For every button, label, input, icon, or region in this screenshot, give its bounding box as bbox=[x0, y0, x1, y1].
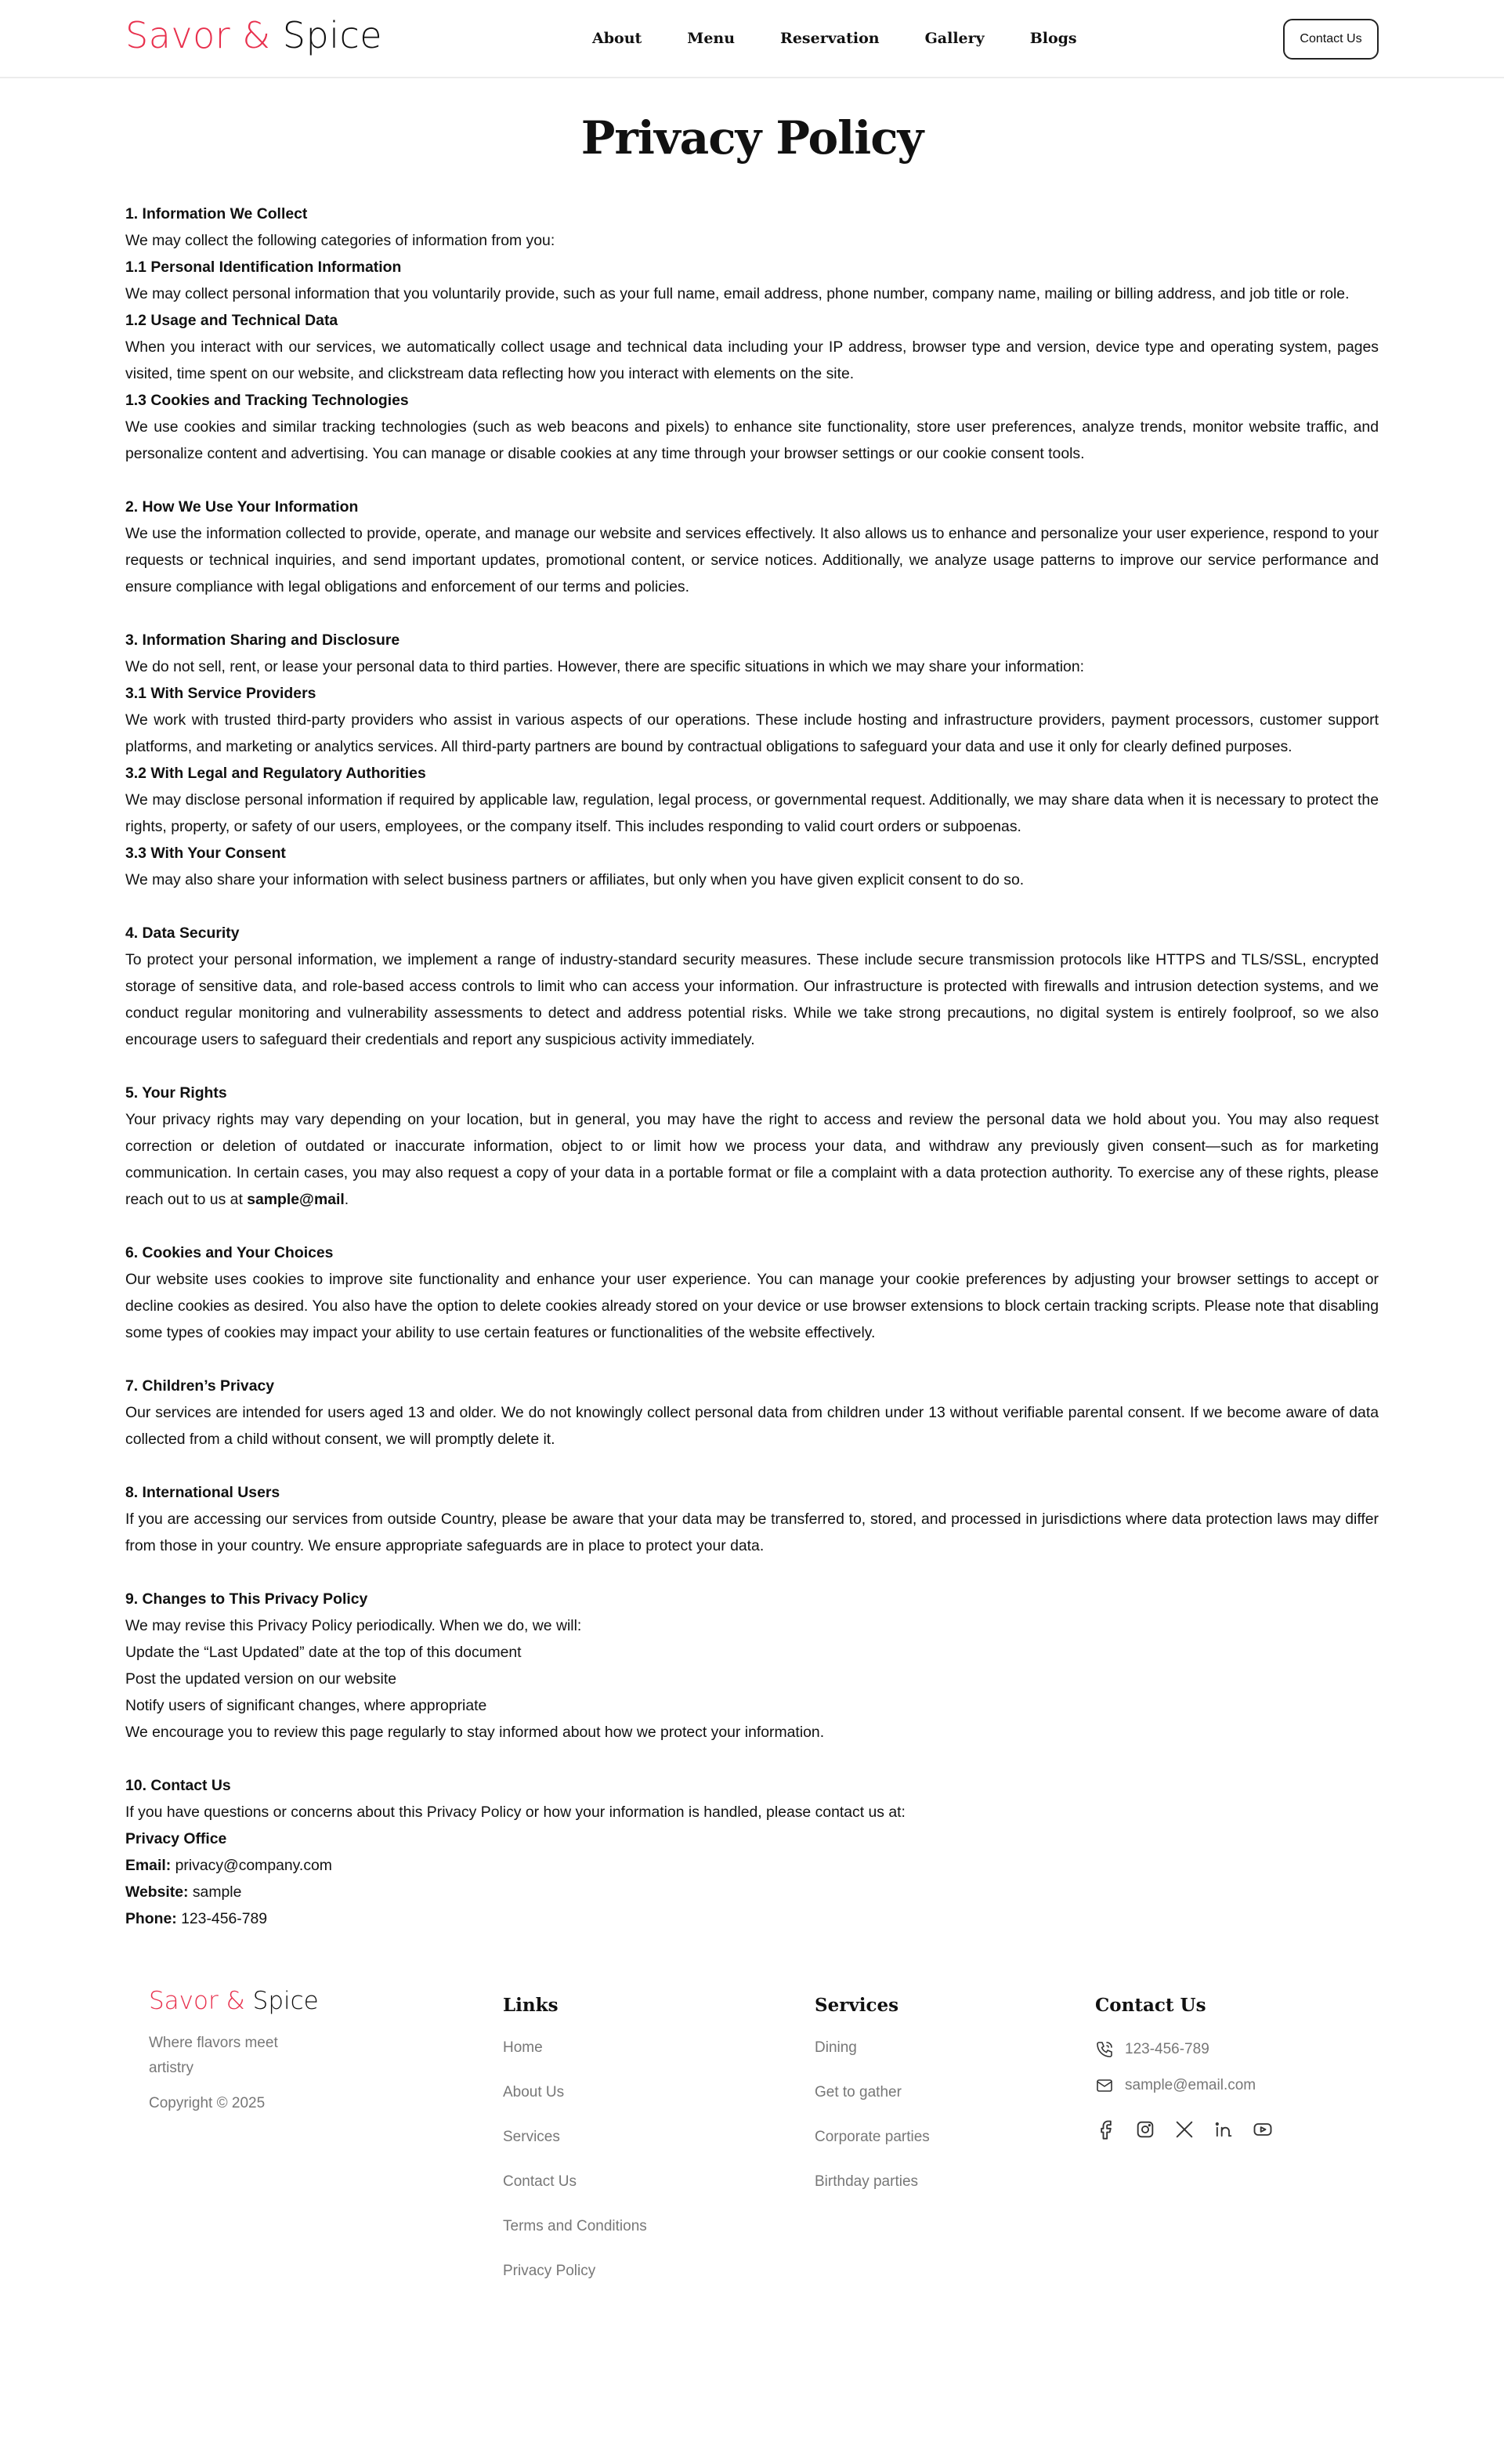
nav-about[interactable]: About bbox=[592, 30, 642, 47]
footer-link[interactable]: Services bbox=[503, 2129, 560, 2145]
brand-logo[interactable] bbox=[125, 14, 383, 56]
footer-link-services bbox=[503, 2129, 647, 2174]
footer-brand-spice: Spice bbox=[252, 1987, 319, 2015]
contact-website[interactable]: sample bbox=[192, 1883, 242, 1901]
brand-savor: Savor bbox=[125, 14, 231, 56]
main-content bbox=[0, 111, 1504, 1932]
footer-links-list bbox=[503, 2040, 647, 2308]
list-item: Update the “Last Updated” date at the top of this document bbox=[125, 1644, 522, 1661]
rights-email-link[interactable]: sample@mail bbox=[247, 1191, 345, 1208]
subsection-heading: 1.1 Personal Identification Information bbox=[125, 259, 402, 276]
mail-icon bbox=[1095, 2076, 1114, 2095]
brand-spice: Spice bbox=[282, 14, 383, 56]
footer-service-dining bbox=[815, 2040, 930, 2085]
footer-copyright: Copyright © 2025 bbox=[149, 2095, 266, 2111]
main-nav bbox=[592, 30, 1077, 47]
footer-link-privacy bbox=[503, 2263, 647, 2308]
section-text: We use the information collected to provide, operate, and manage our website and services effectively. It also allows us to enhance and personalize your user experience, respond to your requests or technical inquiries, and send important updates, promotional content, or service notices. Additionally, we analyze usage patterns to improve our service performance and ensure compliance with legal obligations and enforcement of our terms and policies. bbox=[125, 525, 1379, 595]
youtube-icon[interactable] bbox=[1252, 2118, 1274, 2140]
phone-icon bbox=[1095, 2040, 1114, 2059]
footer-service-birthday bbox=[815, 2174, 930, 2219]
section-text bbox=[125, 1106, 1379, 1213]
section-heading: 4. Data Security bbox=[125, 924, 240, 942]
nav-gallery[interactable]: Gallery bbox=[924, 30, 985, 47]
section-text: We may also share your information with select business partners or affiliates, but only when you have given explicit consent to do so. bbox=[125, 871, 1025, 888]
section-text: We do not sell, rent, or lease your personal data to third parties. However, there are specific situations in which we may share your information: bbox=[125, 658, 1085, 675]
section-text: We use cookies and similar tracking technologies (such as web beacons and pixels) to enhance site functionality, store user preferences, analyze trends, monitor website traffic, and personalize content and advertising. You can manage or disable cookies at any time through your browser settings or our cookie consent tools. bbox=[125, 418, 1379, 462]
phone-label: Phone: bbox=[125, 1910, 177, 1927]
section-heading: 9. Changes to This Privacy Policy bbox=[125, 1590, 368, 1608]
x-icon[interactable] bbox=[1173, 2118, 1195, 2140]
footer-link-contact bbox=[503, 2174, 647, 2219]
brand-amp: & bbox=[242, 14, 271, 56]
rights-end: . bbox=[344, 1191, 349, 1208]
contact-website-line bbox=[125, 1879, 1379, 1905]
contact-phone-line bbox=[125, 1905, 1379, 1932]
section-text: We may collect the following categories of information from you: bbox=[125, 232, 555, 249]
section-heading: 2. How We Use Your Information bbox=[125, 498, 359, 516]
section-text: We may revise this Privacy Policy periodically. When we do, we will: bbox=[125, 1617, 582, 1634]
footer-brand-amp: & bbox=[226, 1987, 245, 2015]
footer-service-link[interactable]: Get to gather bbox=[815, 2084, 902, 2100]
contact-email[interactable]: privacy@company.com bbox=[175, 1857, 332, 1874]
footer-link[interactable]: Privacy Policy bbox=[503, 2263, 596, 2279]
section-heading: 10. Contact Us bbox=[125, 1777, 231, 1794]
section-text: We may disclose personal information if required by applicable law, regulation, legal process, or governmental request. Additionally, we may share data when it is necessary to protect the rights, property, or safety of our users, employees, or the company itself. This includes responding to valid court orders or subpoenas. bbox=[125, 791, 1379, 835]
privacy-office: Privacy Office bbox=[125, 1830, 227, 1847]
footer-link[interactable]: About Us bbox=[503, 2084, 565, 2100]
footer-brand[interactable] bbox=[149, 1987, 319, 2015]
site-header bbox=[0, 0, 1504, 78]
footer-link[interactable]: Terms and Conditions bbox=[503, 2218, 647, 2234]
contact-email-line bbox=[125, 1852, 1379, 1879]
nav-reservation[interactable]: Reservation bbox=[780, 30, 880, 47]
list-item: Notify users of significant changes, where appropriate bbox=[125, 1697, 487, 1714]
footer-email-line bbox=[1095, 2076, 1256, 2095]
section-text: Our services are intended for users aged 13 and older. We do not knowingly collect personal data from children under 13 without verifiable parental consent. If we become aware of data collected from a child without consent, we will promptly delete it. bbox=[125, 1404, 1379, 1448]
footer-services-list bbox=[815, 2040, 930, 2219]
nav-blogs[interactable]: Blogs bbox=[1029, 30, 1077, 47]
section-text: To protect your personal information, we implement a range of industry-standard security measures. These include secure transmission protocols like HTTPS and TLS/SSL, encrypted storage of sensitive data, and role-based access controls to limit who can access your information. Our infrastructure is protected with firewalls and intrusion detection systems, and we conduct regular monitoring and vulnerability assessments to detect and address potential risks. While we take strong precautions, no digital system is entirely foolproof, so we also encourage users to safeguard their credentials and report any suspicious activity immediately. bbox=[125, 951, 1379, 1048]
footer-contact-title: Contact Us bbox=[1095, 1995, 1206, 2016]
section-text: We may collect personal information that you voluntarily provide, such as your full name, email address, phone number, company name, mailing or billing address, and job title or role. bbox=[125, 285, 1350, 302]
section-heading: 5. Your Rights bbox=[125, 1084, 227, 1102]
policy-body bbox=[125, 201, 1379, 1932]
section-heading: 3. Information Sharing and Disclosure bbox=[125, 631, 400, 649]
footer-link[interactable]: Contact Us bbox=[503, 2173, 577, 2190]
subsection-heading: 3.3 With Your Consent bbox=[125, 845, 286, 862]
page-title: Privacy Policy bbox=[580, 111, 924, 165]
instagram-icon[interactable] bbox=[1134, 2118, 1156, 2140]
section-text: If you are accessing our services from outside Country, please be aware that your data may be transferred to, stored, and processed in jurisdictions where data protection laws may differ from those in your country. We ensure appropriate safeguards are in place to protect your data. bbox=[125, 1511, 1379, 1554]
linkedin-icon[interactable] bbox=[1213, 2118, 1235, 2140]
website-label: Website: bbox=[125, 1883, 189, 1901]
social-links bbox=[1095, 2118, 1274, 2140]
contact-us-button[interactable]: Contact Us bbox=[1283, 19, 1379, 60]
footer-brand-savor: Savor bbox=[149, 1987, 219, 2015]
section-text: We encourage you to review this page regularly to stay informed about how we protect your information. bbox=[125, 1724, 825, 1741]
footer-phone-line bbox=[1095, 2040, 1209, 2059]
section-text: When you interact with our services, we automatically collect usage and technical data including your IP address, browser type and version, device type and operating system, pages visited, time spent on our website, and clickstream data reflecting how you interact with elements on the site. bbox=[125, 338, 1379, 382]
list-item: Post the updated version on our website bbox=[125, 1670, 397, 1688]
footer-tagline: Where flavors meet artistry bbox=[149, 2035, 278, 2076]
footer-link-terms bbox=[503, 2219, 647, 2263]
email-label: Email: bbox=[125, 1857, 172, 1874]
nav-menu[interactable]: Menu bbox=[687, 30, 736, 47]
section-text: If you have questions or concerns about this Privacy Policy or how your information is handled, please contact us at: bbox=[125, 1804, 906, 1821]
section-heading: 8. International Users bbox=[125, 1484, 280, 1501]
rights-text: Your privacy rights may vary depending on your location, but in general, you may have the right to access and review the personal data we hold about you. You may also request correction or deletion of outdated or inaccurate information, object to or limit how we process your data, and withdraw any previously given consent—such as for marketing communication. In certain cases, you may also request a copy of your data in a portable format or file a complaint with a data protection authority. To exercise any of these rights, please reach out to us at bbox=[125, 1111, 1379, 1208]
footer-link-about bbox=[503, 2085, 647, 2129]
footer-services-title: Services bbox=[815, 1995, 899, 2016]
subsection-heading: 3.2 With Legal and Regulatory Authorities bbox=[125, 765, 426, 782]
footer-service-gather bbox=[815, 2085, 930, 2129]
footer-phone[interactable]: 123-456-789 bbox=[1125, 2041, 1209, 2057]
footer-service-corporate bbox=[815, 2129, 930, 2174]
footer-service-link[interactable]: Corporate parties bbox=[815, 2129, 930, 2145]
footer-service-link[interactable]: Birthday parties bbox=[815, 2173, 919, 2190]
site-footer bbox=[0, 1985, 1504, 2385]
footer-service-link[interactable]: Dining bbox=[815, 2039, 857, 2056]
subsection-heading: 1.2 Usage and Technical Data bbox=[125, 312, 338, 329]
footer-links-title: Links bbox=[503, 1995, 559, 2016]
section-heading: 6. Cookies and Your Choices bbox=[125, 1244, 334, 1261]
footer-link-home bbox=[503, 2040, 647, 2085]
section-text: We work with trusted third-party providers who assist in various aspects of our operations. These include hosting and infrastructure providers, payment processors, customer support platforms, and marketing or analytics services. All third-party partners are bound by contractual obligations to safeguard your data and use it only for clearly defined purposes. bbox=[125, 711, 1379, 755]
subsection-heading: 3.1 With Service Providers bbox=[125, 685, 316, 702]
footer-email[interactable]: sample@email.com bbox=[1125, 2077, 1256, 2093]
contact-phone[interactable]: 123-456-789 bbox=[181, 1910, 268, 1927]
subsection-heading: 1.3 Cookies and Tracking Technologies bbox=[125, 392, 409, 409]
section-text: Our website uses cookies to improve site functionality and enhance your user experience. You can manage your cookie preferences by adjusting your browser settings to accept or decline cookies as desired. You also have the option to delete cookies already stored on your device or use browser extensions to block certain tracking scripts. Please note that disabling some types of cookies may impact your ability to use certain features or functionalities of the website effectively. bbox=[125, 1271, 1379, 1341]
facebook-icon[interactable] bbox=[1095, 2118, 1117, 2140]
section-heading: 7. Children’s Privacy bbox=[125, 1377, 275, 1395]
section-heading: 1. Information We Collect bbox=[125, 205, 308, 223]
footer-link[interactable]: Home bbox=[503, 2039, 543, 2056]
